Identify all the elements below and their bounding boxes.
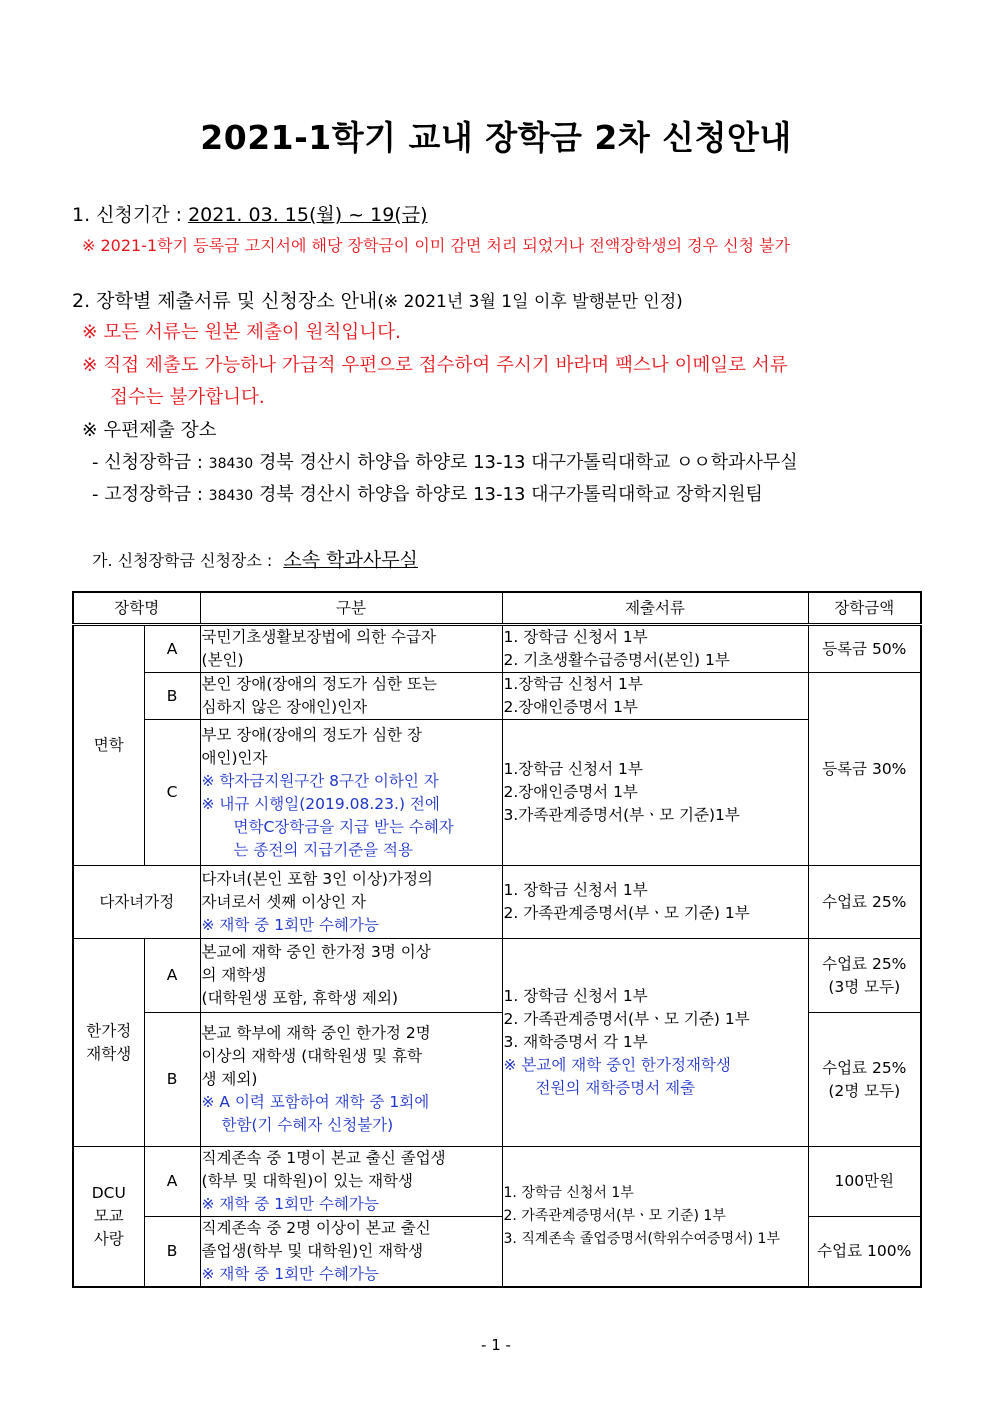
amount-cell: 등록금 30%: [808, 673, 921, 866]
docs-cell: [502, 625, 808, 673]
desc-note: ※ 재학 중 1회만 수혜가능: [201, 1265, 379, 1283]
doc-line: 2.장애인증명서 1부: [503, 783, 638, 801]
apply-place-value: 소속 학과사무실: [283, 549, 418, 571]
table-row: [73, 866, 921, 939]
type-b: B: [144, 1217, 200, 1288]
desc-cell: [200, 1217, 502, 1288]
desc-note: ※ 재학 중 1회만 수혜가능: [201, 1195, 379, 1213]
desc-note: ※ A 이력 포함하여 재학 중 1회에: [201, 1093, 430, 1111]
group-label-line: DCU: [91, 1184, 126, 1202]
amount-cell: [808, 1013, 921, 1147]
note-original: ※ 모든 서류는 원본 제출이 원칙입니다.: [82, 322, 401, 343]
table-header-row: [73, 592, 921, 625]
desc-line: 부모 장애(장애의 정도가 심한 장: [201, 725, 422, 744]
desc-note: ※ 학자금지원구간 8구간 이하인 자: [201, 771, 439, 790]
group-label-line: 사랑: [93, 1230, 124, 1248]
desc-line: 본교에 재학 중인 한가정 3명 이상: [201, 943, 431, 961]
desc-line: 애인)인자: [201, 748, 268, 767]
group-label-line: 모교: [93, 1207, 124, 1225]
doc-line: 2. 가족관계증명서(부ㆍ모 기준) 1부: [503, 904, 750, 922]
desc-line: 의 재학생: [201, 966, 267, 984]
doc-line: 1.장학금 신청서 1부: [503, 675, 643, 693]
doc-line: 2.장애인증명서 1부: [503, 698, 638, 716]
desc-cell: [200, 1147, 502, 1217]
section2-heading: [72, 286, 683, 313]
amount-line: 수업료 25%: [822, 1058, 907, 1077]
desc-line: (본인): [201, 651, 244, 669]
desc-cell: [200, 1013, 502, 1147]
desc-note: 한함(기 수혜자 신청불가): [221, 1116, 394, 1134]
doc-line: 2. 기초생활수급증명서(본인) 1부: [503, 651, 730, 669]
desc-line: 직계존속 중 1명이 본교 출신 졸업생: [201, 1149, 446, 1167]
type-b: B: [144, 673, 200, 720]
type-a: A: [144, 939, 200, 1013]
doc-line: 2. 가족관계증명서(부ㆍ모 기준) 1부: [503, 1208, 726, 1224]
desc-note: 는 종전의 지급기준을 적용: [233, 840, 414, 859]
apply-place: [92, 545, 418, 572]
desc-cell: [200, 866, 502, 939]
desc-line: 생 제외): [201, 1070, 258, 1088]
desc-note: ※ 내규 시행일(2019.08.23.) 전에: [201, 794, 440, 813]
section2-paren: (※ 2021년 3월 1일 이후 발행분만 인정): [377, 292, 683, 312]
docs-cell: [502, 866, 808, 939]
header-documents: 제출서류: [502, 592, 808, 625]
group-dajanyeo: 다자녀가정: [73, 866, 200, 939]
amount-line: (3명 모두): [828, 977, 901, 996]
group-myeonhak: 면학: [73, 625, 144, 866]
period-note: ※ 2021-1학기 등록금 고지서에 해당 장학금이 이미 감면 처리 되었거나 전액장학생의 경우 신청 불가: [82, 236, 791, 255]
address-fixed-zip: 38430: [208, 488, 254, 504]
page-title: 2021-1학기 교내 장학금 2차 신청안내: [200, 118, 792, 157]
doc-line: 3. 재학증명서 각 1부: [503, 1033, 648, 1051]
table-row: [73, 1147, 921, 1217]
note-postal-place: ※ 우편제출 장소: [82, 420, 217, 441]
docs-cell: [502, 1147, 808, 1288]
period-value: 2021. 03. 15(월) ~ 19(금): [188, 204, 428, 226]
table-row: [73, 939, 921, 1013]
doc-note: 전원의 재학증명서 제출: [535, 1079, 696, 1097]
desc-line: 자녀로서 셋째 이상인 자: [201, 892, 367, 911]
type-b: B: [144, 1013, 200, 1147]
doc-line: 1. 장학금 신청서 1부: [503, 628, 648, 646]
address-apply: [92, 448, 798, 474]
doc-line: 1. 장학금 신청서 1부: [503, 881, 648, 899]
header-name: 장학명: [73, 592, 200, 625]
desc-line: 졸업생(학부 및 대학원)인 재학생: [201, 1242, 424, 1260]
amount-cell: 수업료 100%: [808, 1217, 921, 1288]
group-hangajeong: [73, 939, 144, 1147]
group-label-line: 한가정: [86, 1021, 132, 1040]
amount-line: 수업료 25%: [822, 954, 907, 973]
desc-line: 다자녀(본인 포함 3인 이상)가정의: [201, 869, 433, 888]
note-postal-1: ※ 직접 제출도 가능하나 가급적 우편으로 접수하여 주시기 바라며 팩스나 이메일로 서류: [82, 355, 788, 376]
desc-cell: [200, 939, 502, 1013]
doc-line: 2. 가족관계증명서(부ㆍ모 기준) 1부: [503, 1010, 750, 1028]
docs-cell: [502, 939, 808, 1147]
header-category: 구분: [200, 592, 502, 625]
group-label-line: 재학생: [86, 1044, 132, 1063]
desc-line: 직계존속 중 2명 이상이 본교 출신: [201, 1219, 431, 1237]
doc-line: 1.장학금 신청서 1부: [503, 760, 643, 778]
header-amount: 장학금액: [808, 592, 921, 625]
address-apply-label: - 신청장학금 :: [92, 452, 209, 473]
desc-line: 본교 학부에 재학 중인 한가정 2명: [201, 1024, 431, 1042]
type-a: A: [144, 1147, 200, 1217]
amount-cell: 등록금 50%: [808, 625, 921, 673]
desc-line: (대학원생 포함, 휴학생 제외): [201, 989, 399, 1007]
desc-cell: [200, 625, 502, 673]
address-fixed-label: - 고정장학금 :: [92, 484, 209, 505]
desc-line: (학부 및 대학원)이 있는 재학생: [201, 1172, 413, 1190]
doc-line: 1. 장학금 신청서 1부: [503, 987, 648, 1005]
docs-cell: [502, 673, 808, 720]
desc-line: 심하지 않은 장애인)인자: [201, 698, 368, 716]
application-period: [72, 200, 427, 227]
address-apply-zip: 38430: [208, 456, 254, 472]
table-row: [73, 673, 921, 720]
docs-cell: [502, 720, 808, 866]
doc-line: 3.가족관계증명서(부ㆍ모 기준)1부: [503, 806, 740, 824]
amount-cell: 100만원: [808, 1147, 921, 1217]
page-number: - 1 -: [481, 1336, 511, 1354]
section2-label: 2. 장학별 제출서류 및 신청장소 안내: [72, 290, 378, 312]
amount-cell: 수업료 25%: [808, 866, 921, 939]
amount-cell: [808, 939, 921, 1013]
address-fixed: [92, 480, 763, 506]
address-apply-text: 경북 경산시 하양읍 하양로 13-13 대구가톨릭대학교 ㅇㅇ학과사무실: [253, 452, 798, 473]
type-a: A: [144, 625, 200, 673]
desc-note: 면학C장학금을 지급 받는 수혜자: [233, 817, 454, 836]
desc-cell: [200, 673, 502, 720]
desc-line: 국민기초생활보장법에 의한 수급자: [201, 628, 436, 646]
address-fixed-text: 경북 경산시 하양읍 하양로 13-13 대구가톨릭대학교 장학지원팀: [253, 484, 763, 505]
apply-place-label: 가. 신청장학금 신청장소 :: [92, 551, 278, 570]
scholarship-table: [72, 591, 922, 1288]
note-postal-2: 접수는 불가합니다.: [110, 387, 265, 408]
period-label: 1. 신청기간 :: [72, 204, 189, 226]
doc-note: ※ 본교에 재학 중인 한가정재학생: [503, 1056, 731, 1074]
doc-line: 3. 직계존속 졸업증명서(학위수여증명서) 1부: [503, 1231, 780, 1247]
table-row: [73, 625, 921, 673]
group-dcu: [73, 1147, 144, 1288]
doc-line: 1. 장학금 신청서 1부: [503, 1185, 634, 1201]
amount-line: (2명 모두): [828, 1081, 901, 1100]
table-row: [73, 720, 921, 866]
desc-line: 이상의 재학생 (대학원생 및 휴학: [201, 1047, 422, 1065]
type-c: C: [144, 720, 200, 866]
desc-cell: [200, 720, 502, 866]
desc-note: ※ 재학 중 1회만 수혜가능: [201, 915, 379, 934]
desc-line: 본인 장애(장애의 정도가 심한 또는: [201, 675, 437, 693]
